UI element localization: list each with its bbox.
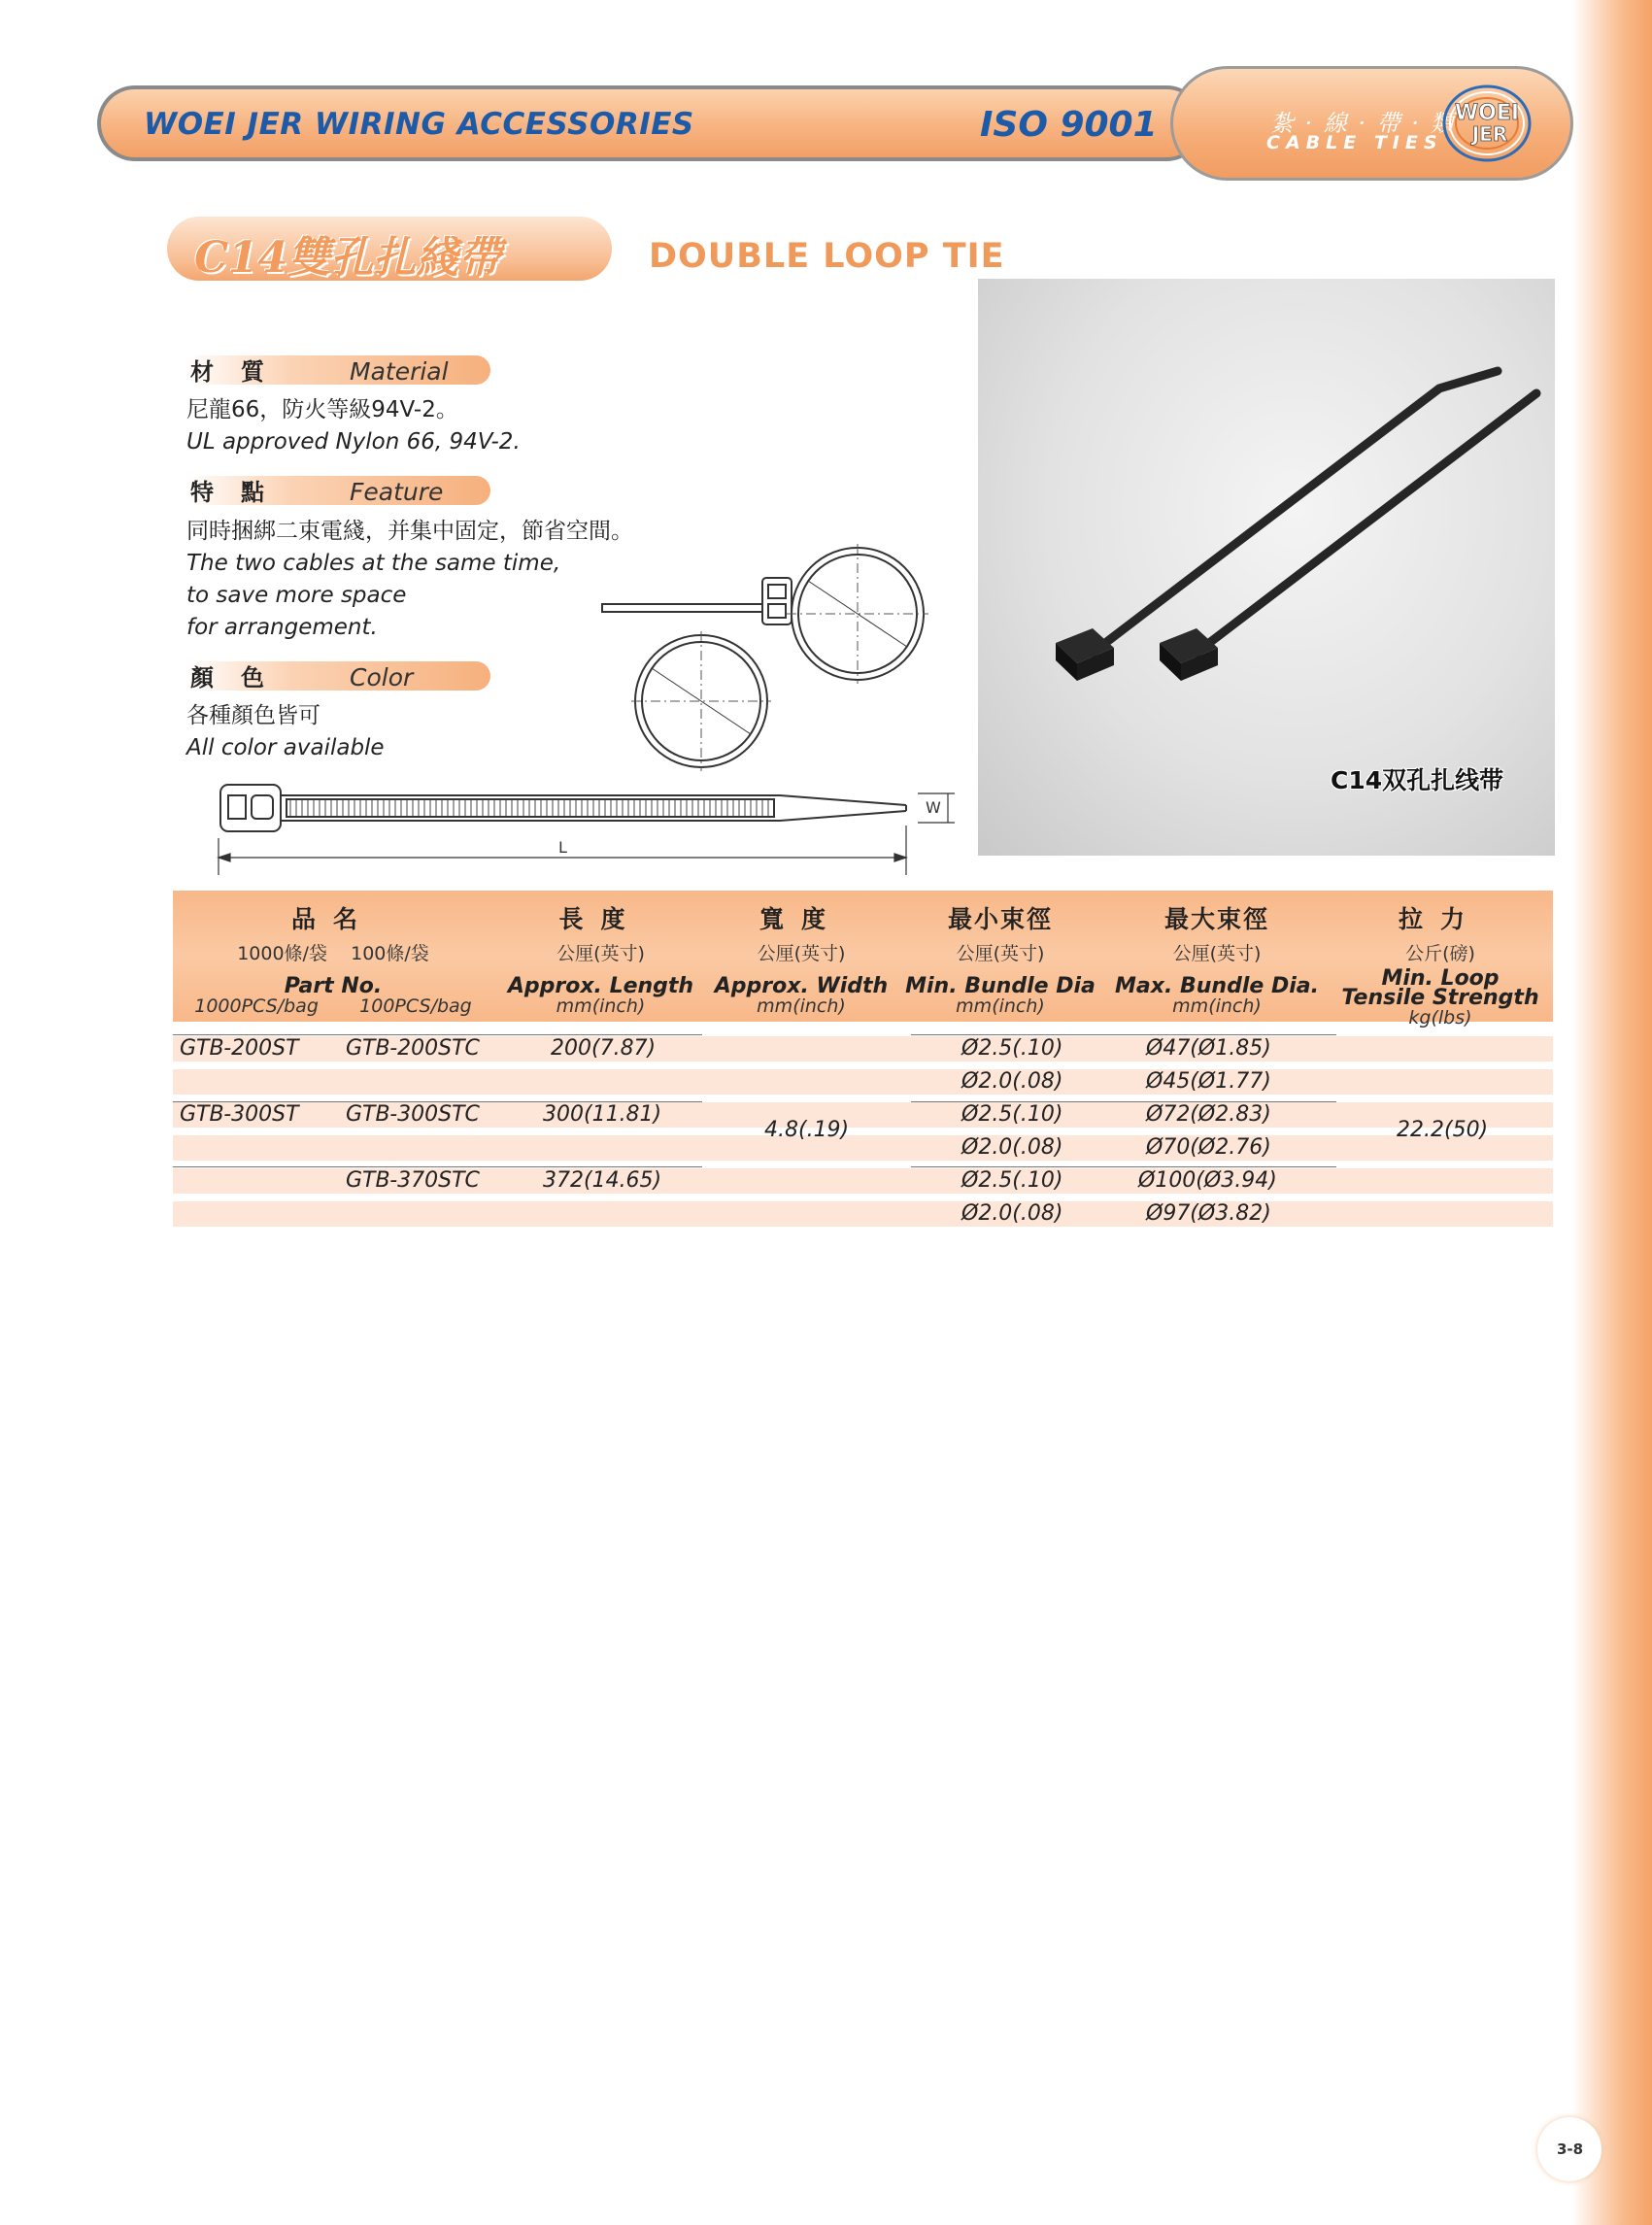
page-number: 3-8 (1557, 2141, 1584, 2158)
col-width (704, 891, 898, 1016)
max-dia-cell: Ø97(Ø3.82) (1146, 1201, 1271, 1226)
tensile-header-en-2: Tensile Strength (1341, 986, 1539, 1010)
feature-text-cn: 同時捆綁二束電綫，并集中固定，節省空間。 (186, 519, 633, 544)
feature-label-en: Feature (350, 478, 444, 506)
length-header-en: Approx. Length (507, 974, 694, 998)
color-label-cn: 顏色 (190, 664, 291, 691)
page-number-badge (1537, 2117, 1601, 2181)
table-row-band (173, 1069, 1553, 1095)
max-dia-cell: Ø72(Ø2.83) (1146, 1102, 1271, 1127)
part-unit-b: 100PCS/bag (359, 995, 472, 1017)
feature-text-en-3: for arrangement. (186, 615, 378, 640)
max-dia-header-en: Max. Bundle Dia. (1115, 974, 1319, 998)
straight-tie-drawing (209, 782, 966, 879)
tensile-header-unit: kg(lbs) (1408, 1007, 1472, 1028)
part-header-unit (173, 996, 493, 1016)
category-cn: 紮 · 線 · 帶 · 類 (1270, 110, 1456, 137)
material-heading (185, 355, 490, 385)
tensile-header-cn: 拉力 (1398, 905, 1482, 933)
width-header-unit: mm(inch) (757, 995, 846, 1017)
feature-label-cn: 特點 (190, 479, 291, 506)
feature-heading (185, 476, 490, 505)
width-header-sub: 公厘(英寸) (757, 943, 846, 964)
length-cell: 300(11.81) (543, 1102, 662, 1127)
length-header-sub: 公厘(英寸) (556, 943, 645, 964)
table-rule (911, 1034, 1336, 1035)
part-no-cell: GTB-300STC (346, 1102, 480, 1127)
min-dia-cell: Ø2.0(.08) (961, 1201, 1063, 1226)
max-dia-cell: Ø45(Ø1.77) (1146, 1069, 1271, 1094)
color-text (186, 700, 385, 764)
part-unit-a: 1000PCS/bag (194, 995, 319, 1017)
material-text-cn: 尼龍66，防火等級94V-2。 (186, 397, 458, 422)
tensile-value-cell: 22.2(50) (1397, 1118, 1489, 1142)
table-row-band (173, 1201, 1553, 1227)
part-no-cell: GTB-200ST (180, 1036, 299, 1061)
min-dia-cell: Ø2.0(.08) (961, 1069, 1063, 1094)
min-dia-header-unit: mm(inch) (956, 995, 1045, 1017)
col-min-dia (903, 891, 1097, 1016)
iso-label: ISO 9001 (980, 105, 1158, 145)
feature-text (186, 516, 633, 644)
min-dia-header-cn: 最小束徑 (947, 905, 1053, 933)
width-header-en: Approx. Width (714, 974, 889, 998)
min-dia-cell: Ø2.5(.10) (961, 1102, 1063, 1127)
double-loop-diagram (583, 544, 952, 777)
min-dia-cell: Ø2.0(.08) (961, 1135, 1063, 1160)
length-cell: 372(14.65) (543, 1168, 662, 1193)
color-text-cn: 各種顏色皆可 (186, 703, 320, 728)
length-header-cn: 長度 (558, 905, 643, 933)
part-sub-b: 100條/袋 (351, 943, 429, 964)
product-title-cn: C14雙孔扎綫帶 (194, 233, 502, 283)
material-label-en: Material (350, 357, 449, 386)
max-dia-header-unit: mm(inch) (1172, 995, 1262, 1017)
tensile-header-sub: 公斤(磅) (1405, 943, 1475, 964)
min-dia-cell: Ø2.5(.10) (961, 1036, 1063, 1061)
col-max-dia (1115, 891, 1319, 1016)
header-banner (97, 85, 1204, 161)
min-dia-header-en: Min. Bundle Dia (905, 974, 1096, 998)
length-header-unit: mm(inch) (556, 995, 646, 1017)
part-sub-a: 1000條/袋 (237, 943, 327, 964)
color-label-en: Color (350, 663, 414, 691)
feature-text-en-1: The two cables at the same time, (186, 551, 561, 576)
material-text-en: UL approved Nylon 66, 94V-2. (186, 429, 521, 455)
company-name: WOEI JER WIRING ACCESSORIES (144, 107, 694, 142)
category-badge (1170, 66, 1573, 181)
part-header-cn: 品名 (290, 905, 375, 933)
part-header-sub (173, 939, 493, 965)
photo-caption: C14双孔扎线带 (1331, 766, 1504, 794)
logo-text-2: JER (1471, 122, 1508, 146)
part-no-cell: GTB-370STC (346, 1168, 480, 1193)
col-part-no (173, 891, 493, 1016)
table-rule (173, 1034, 702, 1035)
material-text (186, 394, 521, 458)
part-header-en: Part No. (284, 974, 383, 998)
col-tensile (1333, 891, 1547, 1028)
category-en: CABLE TIES (1266, 132, 1443, 153)
table-rule (173, 1166, 702, 1167)
color-text-en: All color available (186, 735, 385, 760)
max-dia-cell: Ø100(Ø3.94) (1138, 1168, 1277, 1193)
min-dia-cell: Ø2.5(.10) (961, 1168, 1063, 1193)
logo-text-1: WOEI (1454, 101, 1520, 125)
min-dia-header-sub: 公厘(英寸) (956, 943, 1045, 964)
color-heading (185, 661, 490, 691)
table-rule (911, 1166, 1336, 1167)
length-cell: 200(7.87) (551, 1036, 657, 1061)
length-label: L (558, 838, 567, 857)
part-no-cell: GTB-200STC (346, 1036, 480, 1061)
product-title-en: DOUBLE LOOP TIE (649, 237, 1005, 276)
material-label-cn: 材質 (190, 358, 291, 386)
width-header-cn: 寬度 (759, 905, 843, 933)
max-dia-cell: Ø47(Ø1.85) (1146, 1036, 1271, 1061)
woei-jer-logo (1441, 83, 1533, 164)
part-no-cell: GTB-300ST (180, 1102, 299, 1127)
feature-text-en-2: to save more space (186, 583, 407, 608)
product-photo (978, 279, 1555, 856)
max-dia-cell: Ø70(Ø2.76) (1146, 1135, 1271, 1160)
max-dia-header-sub: 公厘(英寸) (1172, 943, 1262, 964)
page-edge-decoration (1572, 0, 1652, 2225)
table-row-band (173, 1135, 1553, 1161)
product-title-badge (167, 217, 612, 281)
tensile-header-en-1: Min. Loop (1381, 966, 1500, 991)
max-dia-header-cn: 最大束徑 (1163, 905, 1269, 933)
width-label: W (926, 798, 941, 817)
spec-table-header (173, 891, 1553, 1028)
col-length (501, 891, 700, 1016)
width-value-cell: 4.8(.19) (764, 1118, 850, 1142)
